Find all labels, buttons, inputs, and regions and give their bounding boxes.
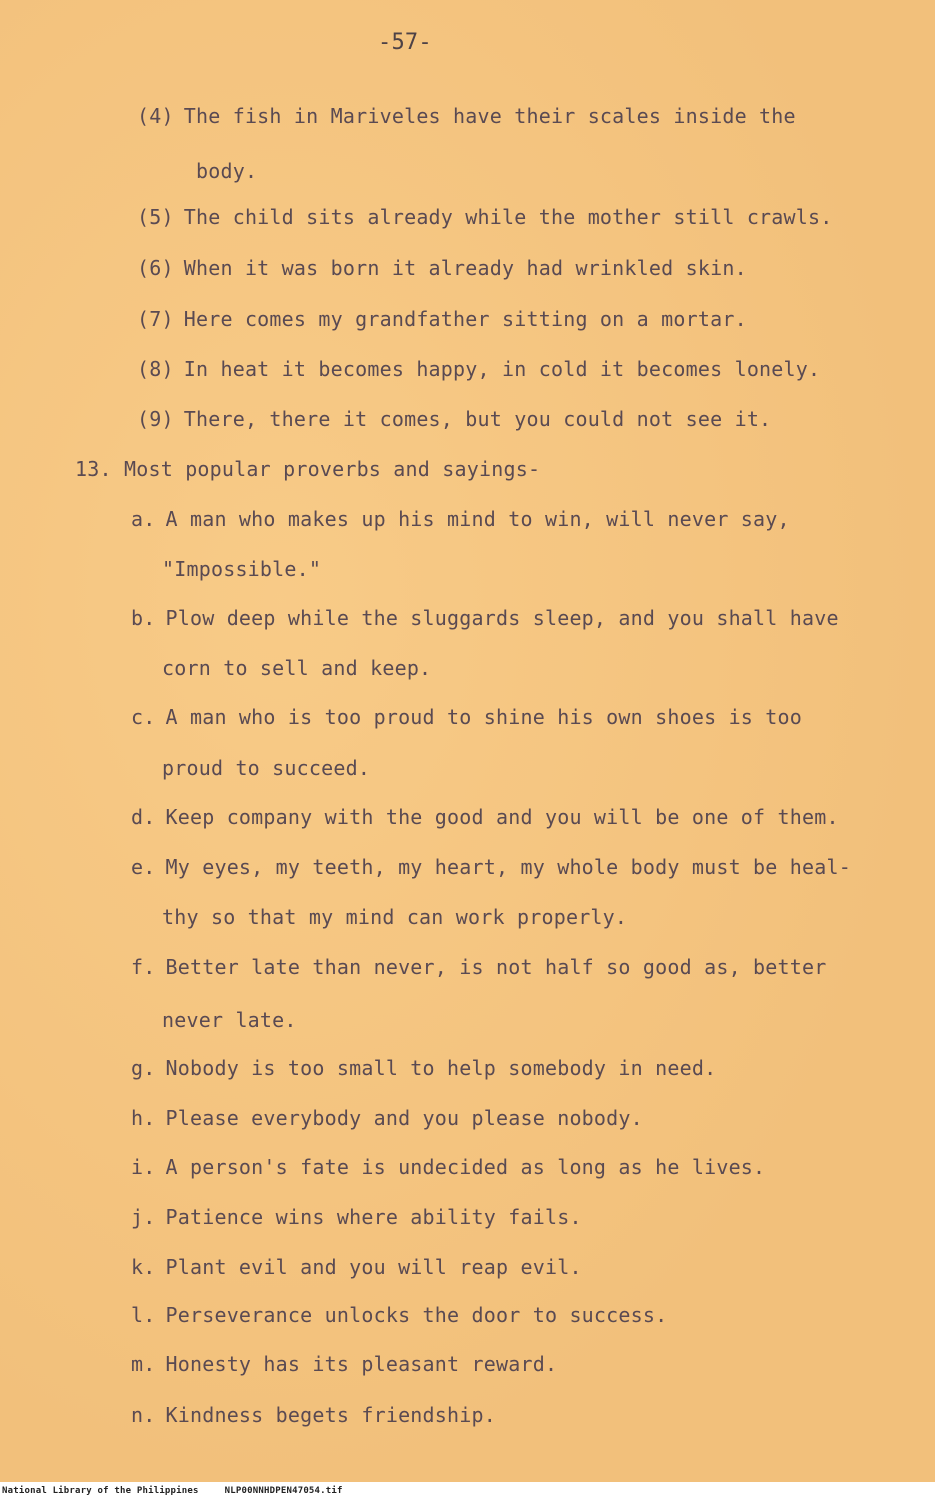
proverb-a-line-1 bbox=[131, 507, 790, 531]
archive-footer bbox=[0, 1482, 935, 1500]
riddle-6 bbox=[137, 256, 747, 280]
riddle-4-line-2: body. bbox=[196, 159, 258, 183]
proverb-b-line-2: corn to sell and keep. bbox=[162, 656, 432, 680]
proverb-text: Perseverance unlocks the door to success. bbox=[165, 1303, 668, 1327]
riddle-text: The fish in Mariveles have their scales inside the bbox=[183, 104, 796, 128]
riddle-4-line-1 bbox=[137, 104, 796, 128]
riddle-text: There, there it comes, but you could not see it. bbox=[183, 407, 772, 431]
proverb-text: Plant evil and you will reap evil. bbox=[165, 1255, 582, 1279]
proverb-text: Honesty has its pleasant reward. bbox=[165, 1352, 558, 1376]
proverb-b-line-1 bbox=[131, 606, 839, 630]
proverb-m bbox=[131, 1352, 557, 1376]
proverb-marker: c. bbox=[131, 705, 156, 729]
proverb-text: Kindness begets friendship. bbox=[165, 1403, 496, 1427]
page-number: -57- bbox=[378, 30, 432, 55]
riddle-text: When it was born it already had wrinkled skin. bbox=[183, 256, 747, 280]
riddle-text: Here comes my grandfather sitting on a mortar. bbox=[183, 307, 747, 331]
proverb-c-line-1 bbox=[131, 705, 802, 729]
proverb-l bbox=[131, 1303, 667, 1327]
proverb-text: Keep company with the good and you will be one of them. bbox=[165, 805, 839, 829]
riddle-9 bbox=[137, 407, 771, 431]
proverb-n bbox=[131, 1403, 496, 1427]
riddle-marker: (4) bbox=[137, 104, 174, 128]
riddle-7 bbox=[137, 307, 747, 331]
proverb-marker: k. bbox=[131, 1255, 156, 1279]
section-title: Most popular proverbs and sayings- bbox=[123, 457, 541, 481]
riddle-marker: (9) bbox=[137, 407, 174, 431]
footer-library: National Library of the Philippines bbox=[2, 1486, 199, 1496]
riddle-marker: (8) bbox=[137, 357, 174, 381]
proverb-j bbox=[131, 1205, 582, 1229]
proverb-text: A man who makes up his mind to win, will never say, bbox=[165, 507, 790, 531]
riddle-5 bbox=[137, 205, 833, 229]
riddle-marker: (7) bbox=[137, 307, 174, 331]
proverb-marker: m. bbox=[131, 1352, 156, 1376]
proverb-text: A man who is too proud to shine his own shoes is too bbox=[165, 705, 803, 729]
proverb-marker: l. bbox=[131, 1303, 156, 1327]
proverb-text: Nobody is too small to help somebody in need. bbox=[165, 1056, 717, 1080]
footer-filename: NLP00NNHDPEN47054.tif bbox=[224, 1486, 343, 1496]
proverb-marker: j. bbox=[131, 1205, 156, 1229]
riddle-marker: (5) bbox=[137, 205, 174, 229]
proverb-marker: f. bbox=[131, 955, 156, 979]
proverb-marker: g. bbox=[131, 1056, 156, 1080]
proverb-e-line-1 bbox=[131, 855, 851, 879]
proverb-marker: n. bbox=[131, 1403, 156, 1427]
proverb-marker: h. bbox=[131, 1106, 156, 1130]
proverb-a-line-2: "Impossible." bbox=[162, 557, 322, 581]
proverb-i bbox=[131, 1155, 765, 1179]
riddle-marker: (6) bbox=[137, 256, 174, 280]
riddle-text: In heat it becomes happy, in cold it becomes lonely. bbox=[183, 357, 821, 381]
proverb-g bbox=[131, 1056, 716, 1080]
proverb-marker: a. bbox=[131, 507, 156, 531]
proverb-f-line-1 bbox=[131, 955, 827, 979]
proverb-text: Patience wins where ability fails. bbox=[165, 1205, 582, 1229]
riddle-text: The child sits already while the mother still crawls. bbox=[183, 205, 833, 229]
proverb-f-line-2: never late. bbox=[162, 1008, 297, 1032]
proverb-c-line-2: proud to succeed. bbox=[162, 756, 371, 780]
proverb-e-line-2: thy so that my mind can work properly. bbox=[162, 905, 628, 929]
proverb-marker: d. bbox=[131, 805, 156, 829]
section-heading bbox=[75, 457, 540, 481]
riddle-8 bbox=[137, 357, 820, 381]
proverb-text: A person's fate is undecided as long as he lives. bbox=[165, 1155, 766, 1179]
proverb-text: My eyes, my teeth, my heart, my whole body must be heal- bbox=[165, 855, 851, 879]
proverb-marker: e. bbox=[131, 855, 156, 879]
proverb-text: Plow deep while the sluggards sleep, and you shall have bbox=[165, 606, 839, 630]
proverb-d bbox=[131, 805, 839, 829]
proverb-text: Please everybody and you please nobody. bbox=[165, 1106, 643, 1130]
section-number: 13. bbox=[75, 457, 112, 481]
proverb-marker: b. bbox=[131, 606, 156, 630]
proverb-k bbox=[131, 1255, 582, 1279]
proverb-text: Better late than never, is not half so good as, better bbox=[165, 955, 827, 979]
proverb-h bbox=[131, 1106, 643, 1130]
proverb-marker: i. bbox=[131, 1155, 156, 1179]
